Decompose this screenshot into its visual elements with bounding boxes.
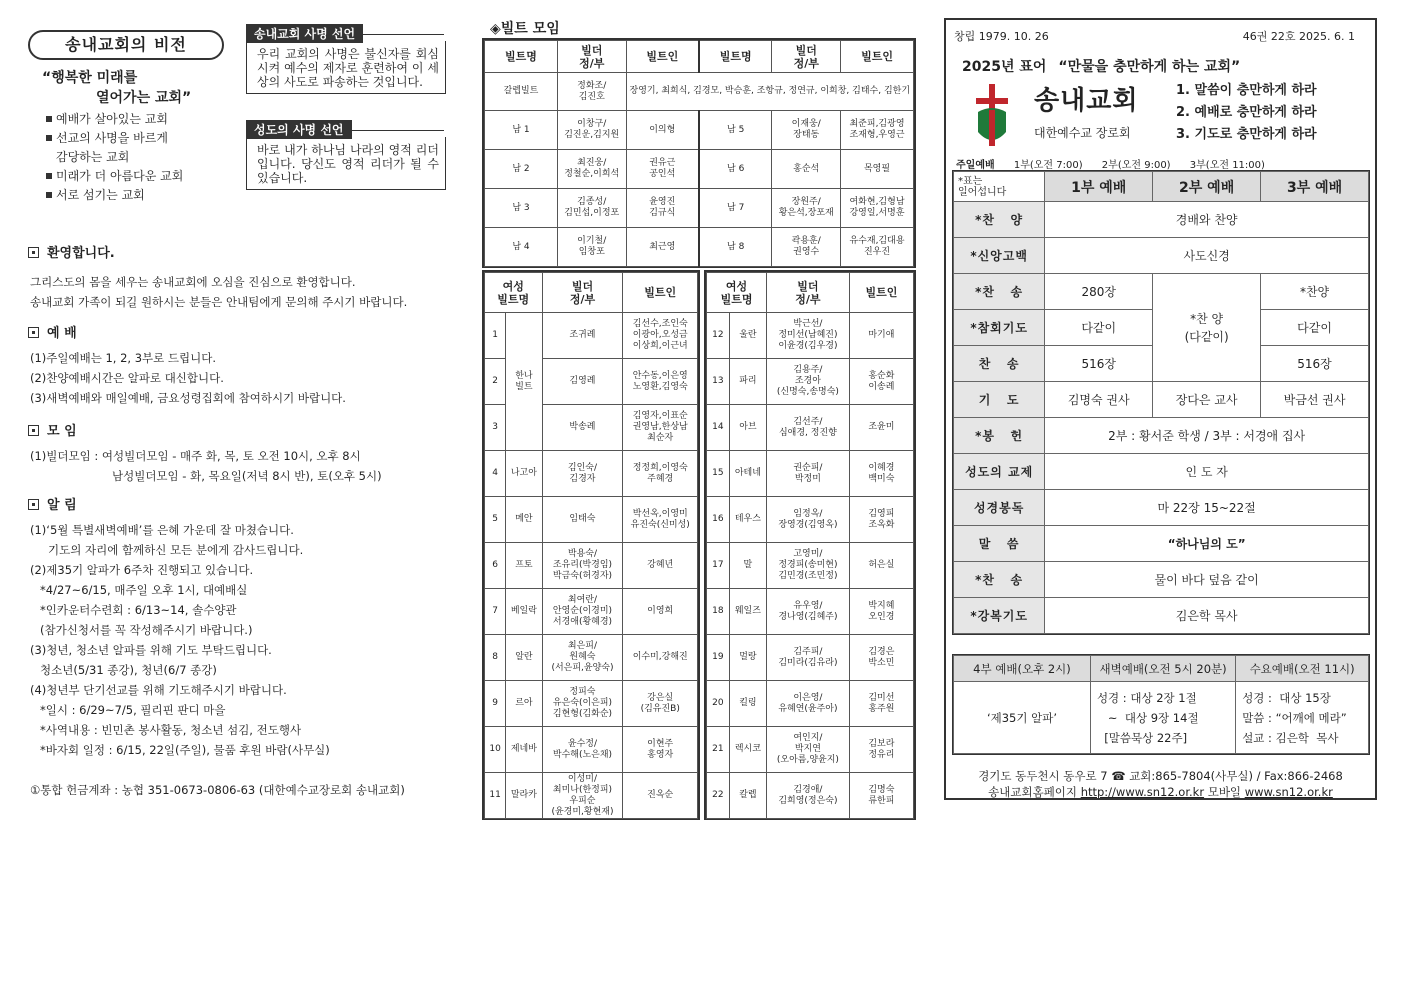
notice-line: (2)제35기 알파가 6주차 진행되고 있습니다. [30, 563, 254, 577]
cell-builtin: 김보라 정유리 [849, 727, 913, 773]
cell-number: 16 [707, 497, 730, 543]
cell-l-builtin: 이의형 [626, 111, 699, 150]
cell-r-name: 남 8 [699, 228, 772, 267]
table-row: *찬 송 280장 *찬 양 (다같이) *찬양 [954, 274, 1369, 310]
cell-r-builtin: 최준피,김광영 조재형,우영근 [841, 111, 914, 150]
table-row: 말 씀 “하나님의 도” [954, 526, 1369, 562]
female-group-table-left [482, 270, 700, 820]
cell-builder: 임태숙 [542, 497, 623, 543]
cell-builtin: 정정희,이영숙 주혜경 [623, 451, 698, 497]
vision-title: 송내교회의 비전 [28, 30, 224, 60]
cell-group-name: 프토 [506, 543, 542, 589]
notice-line: *바자회 일정 : 6/15, 22일(주일), 물품 후원 바람(사무실) [40, 743, 330, 757]
table-row: 갈렙빌트 정화조/ 김진호 장영기, 최희식, 김경모, 박승훈, 조항규, 정연규, 이희창, 김태수, 김한기 [485, 73, 914, 111]
cell-number: 7 [485, 589, 506, 635]
notice-line: 기도의 자리에 함께하신 모든 분에게 감사드립니다. [48, 543, 304, 557]
table-row [485, 589, 698, 635]
standing-note: *표는 일어섭니다 [954, 172, 1045, 202]
square-box-icon [28, 247, 39, 258]
cell-builder: 여인지/ 박지연 (오아름,양윤지) [767, 727, 850, 773]
denomination: 대한예수교 장로회 [1034, 126, 1131, 140]
cell-builder: 김주피/ 김미라(김유라) [767, 635, 850, 681]
cell-number: 10 [485, 727, 506, 773]
table-row [707, 589, 914, 635]
cell-number: 20 [707, 681, 730, 727]
cell-builtin: 이혜경 백미숙 [849, 451, 913, 497]
cell-builtin: 강은실 (김유진B) [623, 681, 698, 727]
cell-r-builder: 홍순석 [772, 150, 841, 189]
col-header-builtin: 빌트인 [841, 41, 914, 73]
cell-group-name: 렉시코 [729, 727, 766, 773]
cell-r-name: 남 5 [699, 111, 772, 150]
cell-builder: 유우영/ 경나영(김혜주) [767, 589, 850, 635]
meeting-heading: 모 임 [28, 420, 77, 439]
cell-r-name: 남 7 [699, 189, 772, 228]
cell-builtin: 강혜년 [623, 543, 698, 589]
wednesday-service-content: 성경 : 대상 15장 말씀 : “어깨에 메라” 설교 : 김은학 목사 [1236, 682, 1369, 754]
issue-number: 46권 22호 2025. 6. 1 [1242, 30, 1355, 43]
worship-order-column [944, 18, 1377, 800]
offering-account: ①통합 헌금계좌 : 농협 351-0673-0806-63 (대한예수교장로회 송내교회) [30, 783, 405, 797]
vision-list [46, 110, 246, 205]
cell-r-builder: 장원주/ 황은석,장포재 [772, 189, 841, 228]
cell-builtin: 김명숙 류한피 [849, 773, 913, 819]
welcome-text: 그리스도의 몸을 세우는 송내교회에 오심을 진심으로 환영합니다. 송내교회 가족이 되길 원하시는 분들은 안내팀에게 문의해 주시기 바랍니다. [30, 275, 408, 309]
table-row [485, 635, 698, 681]
other-services-table [952, 654, 1370, 755]
square-bullet-icon [46, 135, 52, 141]
notice-line: (3)청년, 청소년 알파를 위해 기도 부탁드립니다. [30, 643, 272, 657]
col-header-builtin: 빌트인 [626, 41, 699, 73]
notice-line: 청소년(5/31 종강), 청년(6/7 종강) [40, 663, 217, 677]
cell-group-name: 베일락 [506, 589, 542, 635]
vision-item: 미래가 더 아름다운 교회 [46, 167, 246, 186]
table-row [485, 313, 698, 359]
cell-builder: 김경애/ 김희영(정은숙) [767, 773, 850, 819]
goals-list [1176, 80, 1317, 146]
goal-item: 3. 기도로 충만하게 하라 [1176, 127, 1317, 142]
col-header-builtin: 빌트인 [623, 273, 698, 313]
vision-slogan [42, 68, 242, 108]
col-header-name: 빌트명 [699, 41, 772, 73]
cell-number: 6 [485, 543, 506, 589]
cell-builtin: 마기애 [849, 313, 913, 359]
worship-text: (1)주일예배는 1, 2, 3부로 드립니다. (2)찬양예배시간은 알파로 대신합니다. (3)새벽예배와 매일예배, 금요성령집회에 참여하시기 바랍니다. [30, 351, 346, 405]
notice-line: (1)‘5월 특별새벽예배’를 은혜 가운데 잘 마쳤습니다. [30, 523, 294, 537]
table-row [485, 228, 914, 267]
cell-group-name: 아테네 [729, 451, 766, 497]
goal-item: 1. 말씀이 충만하게 하라 [1176, 83, 1317, 98]
cell-builder: 김용주/ 조경아 (신명숙,송명숙) [767, 359, 850, 405]
service-4-content: ‘제35기 알파’ [954, 682, 1091, 754]
cell-builder: 권순피/ 박정미 [767, 451, 850, 497]
square-box-icon [28, 327, 39, 338]
notice-line: *4/27~6/15, 매주일 오후 1시, 대예배실 [40, 583, 248, 597]
table-row [707, 359, 914, 405]
table-row [485, 497, 698, 543]
cell-number: 1 [485, 313, 506, 359]
goal-item: 2. 예배로 충만하게 하라 [1176, 105, 1317, 120]
cell-number: 17 [707, 543, 730, 589]
declaration-text: 우리 교회의 사명은 불신자를 회심시켜 예수의 제자로 훈련하여 이 세상의 사도로 파송하는 것입니다. [246, 41, 446, 94]
notice-line: *사역내용 : 빈민촌 봉사활동, 청소년 섬김, 전도행사 [40, 723, 302, 737]
col-header-builtin: 빌트인 [849, 273, 913, 313]
table-row [485, 773, 698, 819]
service-2-header: 2부 예배 [1153, 172, 1261, 202]
cell-builder: 박용숙/ 조유리(박경임) 박금숙(허경자) [542, 543, 623, 589]
cell-number: 14 [707, 405, 730, 451]
square-box-icon [28, 499, 39, 510]
cell-number: 8 [485, 635, 506, 681]
table-row [707, 405, 914, 451]
cell-l-builtin: 최근영 [626, 228, 699, 267]
cell-builtin: 이수미,강해진 [623, 635, 698, 681]
cell-group-name: 칼렙 [729, 773, 766, 819]
square-bullet-icon [46, 116, 52, 122]
cell-number: 12 [707, 313, 730, 359]
table-row: *봉 헌 2부 : 황서준 학생 / 3부 : 서경애 집사 [954, 418, 1369, 454]
vision-item: 감당하는 교회 [56, 150, 130, 164]
col-header-female-name: 여성 빌트명 [707, 273, 767, 313]
cell-builtin: 김영피 조옥화 [849, 497, 913, 543]
notice-line: (4)청년부 단기선교를 위해 기도해주시기 바랍니다. [30, 683, 287, 697]
mobile-link[interactable]: www.sn12.or.kr [1244, 785, 1333, 799]
cell-builtin: 이영희 [623, 589, 698, 635]
homepage-link[interactable]: http://www.sn12.or.kr [1080, 785, 1205, 799]
church-name: 송내교회 [1034, 86, 1139, 116]
cell-group-name: 킬링 [729, 681, 766, 727]
cell-l-builtin: 윤영진 김규식 [626, 189, 699, 228]
dawn-service-content: 성경 : 대상 2장 1절 ~ 대상 9장 14절 [말씀묵상 22주] [1090, 682, 1235, 754]
cell-group-name: 멀랑 [729, 635, 766, 681]
table-row [485, 543, 698, 589]
cell-r-builtin: 목영필 [841, 150, 914, 189]
cell-group-name: 알란 [506, 635, 542, 681]
cell-group-name: 나고아 [506, 451, 542, 497]
notice-list [30, 520, 470, 760]
church-address: 경기도 동두천시 동우로 7 ☎ 교회:865-7804(사무실) / Fax:866-2468 [978, 769, 1343, 783]
cell-builder: 윤수정/ 박수해(노은채) [542, 727, 623, 773]
cell-l-name: 남 2 [485, 150, 558, 189]
square-box-icon [28, 425, 39, 436]
cell-builder: 박송례 [542, 405, 623, 451]
square-bullet-icon [46, 192, 52, 198]
cell-builtin: 이현주 홍영자 [623, 727, 698, 773]
male-group-table [482, 38, 916, 268]
cell-builtin: 안수동,이은영 노영환,김영숙 [623, 359, 698, 405]
cell-builder: 조귀례 [542, 313, 623, 359]
table-row [485, 189, 914, 228]
table-row [707, 543, 914, 589]
cell-builtin: 홍순화 이송례 [849, 359, 913, 405]
cell-l-builtin: 권유근 공인석 [626, 150, 699, 189]
welcome-heading: 환영합니다. [28, 242, 115, 261]
col-header-name: 빌트명 [485, 41, 558, 73]
table-row [707, 313, 914, 359]
cell-number: 13 [707, 359, 730, 405]
cell-group-name: 말라카 [506, 773, 542, 819]
cell-builder: 임정옥/ 장영경(김영옥) [767, 497, 850, 543]
col-header-builder: 빌더 정/부 [767, 273, 850, 313]
cell-builtin: 조윤미 [849, 405, 913, 451]
cell-l-name: 남 3 [485, 189, 558, 228]
left-column [24, 22, 470, 812]
cell-builder: 최여란/ 안영순(이경미) 서경애(황혜경) [542, 589, 623, 635]
declaration-title: 성도의 사명 선언 [246, 120, 352, 139]
cell-builder: 이성미/ 최미나(한정피) 우피순 (윤경미,황현재) [542, 773, 623, 819]
group-title: ◈빌트 모임 [490, 21, 560, 37]
cell-builder: 정피숙 유은숙(이은피) 김현형(김화순) [542, 681, 623, 727]
cell-group-name: 메안 [506, 497, 542, 543]
service-1-header: 1부 예배 [1045, 172, 1153, 202]
slogan-line-2: 열어가는 교회” [96, 90, 192, 106]
cell-number: 18 [707, 589, 730, 635]
table-row [707, 727, 914, 773]
cell-builder: 박근선/ 정미선(남혜진) 이윤경(김우경) [767, 313, 850, 359]
table-row: 성경봉독 마 22장 15~22절 [954, 490, 1369, 526]
table-row [485, 111, 914, 150]
notice-heading: 알 림 [28, 494, 77, 513]
cell-l-name: 남 4 [485, 228, 558, 267]
table-row: 찬 송 516장 516장 [954, 346, 1369, 382]
cell-number: 21 [707, 727, 730, 773]
cell-group-name: 아브 [729, 405, 766, 451]
vision-item: 선교의 사명을 바르게 [46, 129, 246, 148]
col-header-builder: 빌더 정/부 [772, 41, 841, 73]
cell-number: 3 [485, 405, 506, 451]
founded-date: 창립 1979. 10. 26 [954, 30, 1049, 43]
service-3-header: 3부 예배 [1261, 172, 1369, 202]
table-row: *강복기도 김은학 목사 [954, 598, 1369, 634]
cell-builtin: 김미선 홍주원 [849, 681, 913, 727]
dawn-service-header: 새벽예배(오전 5시 20분) [1090, 656, 1235, 682]
cell-builder: 김인숙/ 김경자 [542, 451, 623, 497]
notice-line: *일시 : 6/29~7/5, 필리핀 판디 마을 [40, 703, 226, 717]
sunday-service-times: 주일예배 1부(오전 7:00) 2부(오전 9:00) 3부(오전 11:00) [956, 160, 1265, 171]
cell-r-builtin: 유수재,김대용 진우진 [841, 228, 914, 267]
notice-line: *인카운터수련회 : 6/13~14, 솔수양관 [40, 603, 237, 617]
slogan-line-1: “행복한 미래를 [42, 70, 138, 86]
wednesday-service-header: 수요예배(오전 11시) [1236, 656, 1369, 682]
meeting-text: (1)빌더모임 : 여성빌더모임 - 매주 화, 목, 토 오전 10시, 오후 8시 남성빌더모임 - 화, 목요일(저녁 8시 반), 토(오후 5시) [30, 449, 382, 483]
cell-number: 4 [485, 451, 506, 497]
cell-number: 9 [485, 681, 506, 727]
cell-group-name: 울란 [729, 313, 766, 359]
cell-builtin: 박선옥,이영미 유진숙(신미성) [623, 497, 698, 543]
cell-builtin: 허은실 [849, 543, 913, 589]
table-row [707, 635, 914, 681]
female-group-table-right [704, 270, 916, 820]
church-mission-declaration [246, 24, 446, 94]
table-row: *찬 양 경배와 찬양 [954, 202, 1369, 238]
cell-r-name: 남 6 [699, 150, 772, 189]
worship-heading: 예 배 [28, 322, 77, 341]
cell-l-builder: 최진웅/ 정철순,이희석 [557, 150, 626, 189]
table-row [485, 150, 914, 189]
cell-builder: 고영미/ 정경피(송미현) 김민경(조민정) [767, 543, 850, 589]
cell-group-name: 파리 [729, 359, 766, 405]
cell-group-name: 제네바 [506, 727, 542, 773]
year-motto: 2025년 표어 “만물을 충만하게 하는 교회” [962, 59, 1241, 75]
vision-item: 예배가 살아있는 교회 [46, 110, 246, 129]
group-column [482, 18, 916, 817]
cell-number: 15 [707, 451, 730, 497]
col-header-female-name: 여성 빌트명 [485, 273, 543, 313]
cell-r-builder: 곽용훈/ 권영수 [772, 228, 841, 267]
cell-group-name: 한나 빌트 [506, 313, 542, 451]
website-line: 송내교회홈페이지 http://www.sn12.or.kr 모바일 www.sn12.or.kr [988, 785, 1333, 799]
declaration-text: 바로 내가 하나님 나라의 영적 리더입니다. 당신도 영적 리더가 될 수 있습니다. [246, 137, 446, 190]
table-row: 기 도 김명숙 권사 장다은 교사 박금선 권사 [954, 382, 1369, 418]
service-4-header: 4부 예배(오후 2시) [954, 656, 1091, 682]
table-row [707, 451, 914, 497]
church-cross-logo-icon [972, 82, 1012, 148]
table-row [485, 727, 698, 773]
table-row [485, 451, 698, 497]
cell-builtin: 김영자,이표순 권영남,한상남 최순자 [623, 405, 698, 451]
cell-l-builder: 이기철/ 임창포 [557, 228, 626, 267]
cell-builtin: 진옥순 [623, 773, 698, 819]
cell-group-name: 말 [729, 543, 766, 589]
cell-l-builder: 김종성/ 김민섭,이정포 [557, 189, 626, 228]
cell-number: 22 [707, 773, 730, 819]
cell-number: 19 [707, 635, 730, 681]
table-row: *찬 송 물이 바다 덮음 같이 [954, 562, 1369, 598]
cell-builder: 최은피/ 원혜숙 (서은피,윤양숙) [542, 635, 623, 681]
square-bullet-icon [46, 173, 52, 179]
cell-group-name: 르아 [506, 681, 542, 727]
notice-line: (참가신청서를 꼭 작성해주시기 바랍니다.) [40, 623, 253, 637]
cell-group-name: 웨일즈 [729, 589, 766, 635]
vision-item: 서로 섬기는 교회 [46, 186, 246, 205]
worship-order-table [952, 170, 1370, 635]
cell-r-builder: 이재웅/ 장태동 [772, 111, 841, 150]
cell-number: 5 [485, 497, 506, 543]
cell-r-builtin: 여화현,김형남 강영일,서명훈 [841, 189, 914, 228]
cell-number: 11 [485, 773, 506, 819]
table-row [707, 773, 914, 819]
table-row [707, 497, 914, 543]
cell-builtin: 김선수,조인숙 이광아,오성금 이상희,이근녀 [623, 313, 698, 359]
cell-builder: 이은영/ 유혜연(윤주아) [767, 681, 850, 727]
col-header-builder: 빌더 정/부 [542, 273, 623, 313]
cell-builtin: 김경은 박소민 [849, 635, 913, 681]
cell-group-name: 테우스 [729, 497, 766, 543]
cell-l-builder: 이창구/ 김진운,김지원 [557, 111, 626, 150]
cell-l-name: 남 1 [485, 111, 558, 150]
member-mission-declaration [246, 120, 446, 190]
cell-number: 2 [485, 359, 506, 405]
table-row [707, 681, 914, 727]
cell-builder: 김선주/ 심애경, 정진향 [767, 405, 850, 451]
cell-builder: 김영례 [542, 359, 623, 405]
cell-builtin: 박지혜 오인경 [849, 589, 913, 635]
table-row: 성도의 교제 인 도 자 [954, 454, 1369, 490]
table-row [485, 681, 698, 727]
declaration-title: 송내교회 사명 선언 [246, 24, 363, 43]
table-row: *참회기도 다같이 다같이 [954, 310, 1369, 346]
table-row: *신앙고백 사도신경 [954, 238, 1369, 274]
col-header-builder: 빌더 정/부 [557, 41, 626, 73]
